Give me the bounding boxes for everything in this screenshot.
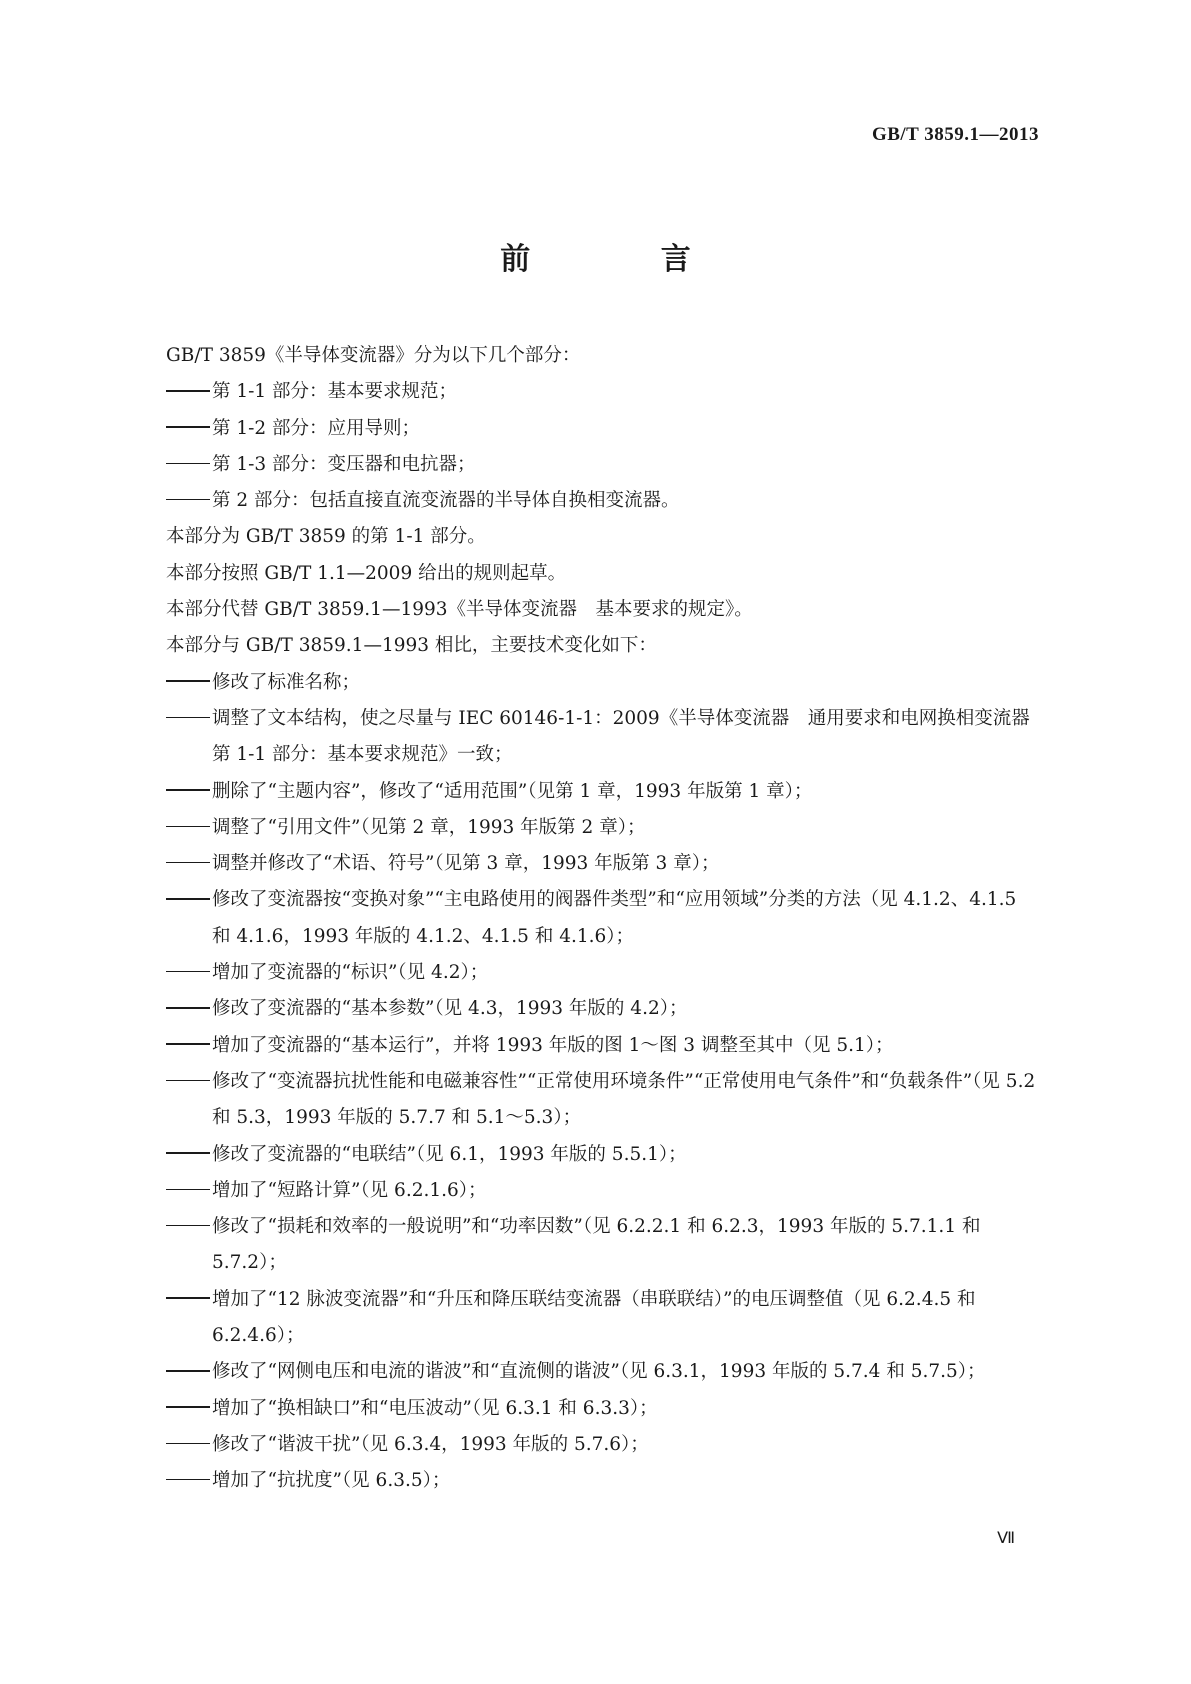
dash-bullet — [166, 1354, 212, 1390]
list-item — [166, 374, 1036, 410]
list-item — [166, 846, 1036, 882]
dash-bullet — [166, 810, 212, 846]
paragraph: 本部分代替 GB/T 3859.1—1993《半导体变流器 基本要求的规定》。 — [166, 599, 753, 621]
list-item-text: 第 1-3 部分：变压器和电抗器； — [212, 453, 476, 475]
list-item-text: 修改了“谐波干扰”（见 6.3.4，1993 年版的 5.7.6）； — [212, 1433, 649, 1455]
standard-code: GB/T 3859.1—2013 — [871, 124, 1039, 145]
dash-bullet — [166, 665, 212, 701]
list-item-text: 修改了标准名称； — [212, 671, 361, 693]
dash-bullet — [166, 411, 212, 447]
list-item-text: 第 1-2 部分：应用导则； — [212, 417, 421, 439]
list-item-text: 增加了变流器的“标识”（见 4.2）； — [212, 962, 489, 984]
list-item — [166, 1391, 1036, 1427]
list-item-text: 增加了“换相缺口”和“电压波动”（见 6.3.1 和 6.3.3）； — [212, 1397, 658, 1419]
list-item — [166, 1463, 1036, 1499]
paragraph: 本部分与 GB/T 3859.1—1993 相比，主要技术变化如下： — [166, 635, 657, 657]
list-item — [166, 955, 1036, 991]
list-item — [166, 1173, 1036, 1209]
list-item — [166, 1282, 1036, 1355]
list-item — [166, 774, 1036, 810]
list-item-text: 调整了文本结构，使之尽量与 IEC 60146-1-1：2009《半导体变流器 通用要求和电网换相变流器 第 1-1 部分：基本要求规范》一致； — [212, 707, 1049, 766]
list-item-text: 增加了变流器的“基本运行”，并将 1993 年版的图 1～图 3 调整至其中（见 5.1）； — [212, 1034, 894, 1056]
list-item — [166, 1209, 1036, 1282]
list-item — [166, 1427, 1036, 1463]
list-item-text: 修改了变流器按“变换对象”“主电路使用的阀器件类型”和“应用领域”分类的方法（见 4.1.2、4.1.5 和 4.1.6，1993 年版的 4.1.2、4.1.5 和 4.1.6）； — [212, 889, 1017, 947]
list-item — [166, 447, 1036, 483]
paragraph: GB/T 3859《半导体变流器》分为以下几个部分： — [166, 345, 581, 366]
list-item — [166, 665, 1036, 701]
page-title: 前 言 — [500, 242, 751, 277]
list-item-text: 删除了“主题内容”，修改了“适用范围”（见第 1 章，1993 年版第 1 章）； — [212, 780, 813, 802]
dash-bullet — [166, 991, 212, 1027]
list-item-text: 增加了“12 脉波变流器”和“升压和降压联结变流器（串联联结）”的电压调整值（见 6.2.4.5 和 6.2.4.6）； — [212, 1288, 976, 1347]
dash-bullet — [166, 1209, 212, 1245]
list-item — [166, 882, 1036, 955]
dash-bullet — [166, 1173, 212, 1209]
list-item — [166, 483, 1036, 519]
list-item — [166, 1064, 1036, 1137]
dash-bullet — [166, 374, 212, 410]
list-item-text: 调整并修改了“术语、符号”（见第 3 章，1993 年版第 3 章）； — [212, 853, 720, 875]
list-item-text: 修改了“网侧电压和电流的谐波”和“直流侧的谐波”（见 6.3.1，1993 年版的 5.7.4 和 5.7.5）； — [212, 1361, 986, 1383]
dash-bullet — [166, 483, 212, 519]
list-item-text: 增加了“抗扰度”（见 6.3.5）； — [212, 1470, 451, 1492]
dash-bullet — [166, 447, 212, 483]
list-item-text: 第 1-1 部分：基本要求规范； — [212, 381, 458, 403]
dash-bullet — [166, 882, 212, 918]
dash-bullet — [166, 701, 212, 737]
dash-bullet — [166, 1282, 212, 1318]
list-item-text: 增加了“短路计算”（见 6.2.1.6）； — [212, 1179, 487, 1201]
list-item-text: 修改了“损耗和效率的一般说明”和“功率因数”（见 6.2.2.1 和 6.2.3，1993 年版的 5.7.1.1 和 5.7.2）； — [212, 1216, 981, 1274]
list-item — [166, 1354, 1036, 1390]
list-item-text: 调整了“引用文件”（见第 2 章，1993 年版第 2 章）； — [212, 816, 646, 838]
list-item — [166, 1137, 1036, 1173]
page-number: Ⅶ — [997, 1530, 1015, 1547]
dash-bullet — [166, 774, 212, 810]
paragraph: 本部分按照 GB/T 1.1—2009 给出的规则起草。 — [166, 562, 567, 584]
list-item-text: 修改了变流器的“电联结”（见 6.1，1993 年版的 5.5.1）； — [212, 1143, 687, 1165]
dash-bullet — [166, 1427, 212, 1463]
paragraph: 本部分为 GB/T 3859 的第 1-1 部分。 — [166, 526, 486, 548]
dash-bullet — [166, 1137, 212, 1173]
dash-bullet — [166, 1463, 212, 1499]
list-item — [166, 991, 1036, 1027]
list-item — [166, 701, 1049, 774]
list-item-text: 修改了变流器的“基本参数”（见 4.3，1993 年版的 4.2）； — [212, 998, 688, 1020]
dash-bullet — [166, 955, 212, 991]
list-item — [166, 810, 1036, 846]
preface-body — [166, 338, 1049, 1500]
list-item-text: 第 2 部分：包括直接直流变流器的半导体自换相变流器。 — [212, 490, 680, 512]
dash-bullet — [166, 1064, 212, 1100]
list-item — [166, 411, 1036, 447]
list-item-text: 修改了“变流器抗扰性能和电磁兼容性”“正常使用环境条件”“正常使用电气条件”和“负载条件”（见 5.2 和 5.3，1993 年版的 5.7.7 和 5.1～5.3）； — [212, 1070, 1036, 1129]
dash-bullet — [166, 1028, 212, 1064]
list-item — [166, 1028, 1036, 1064]
dash-bullet — [166, 1391, 212, 1427]
dash-bullet — [166, 846, 212, 882]
